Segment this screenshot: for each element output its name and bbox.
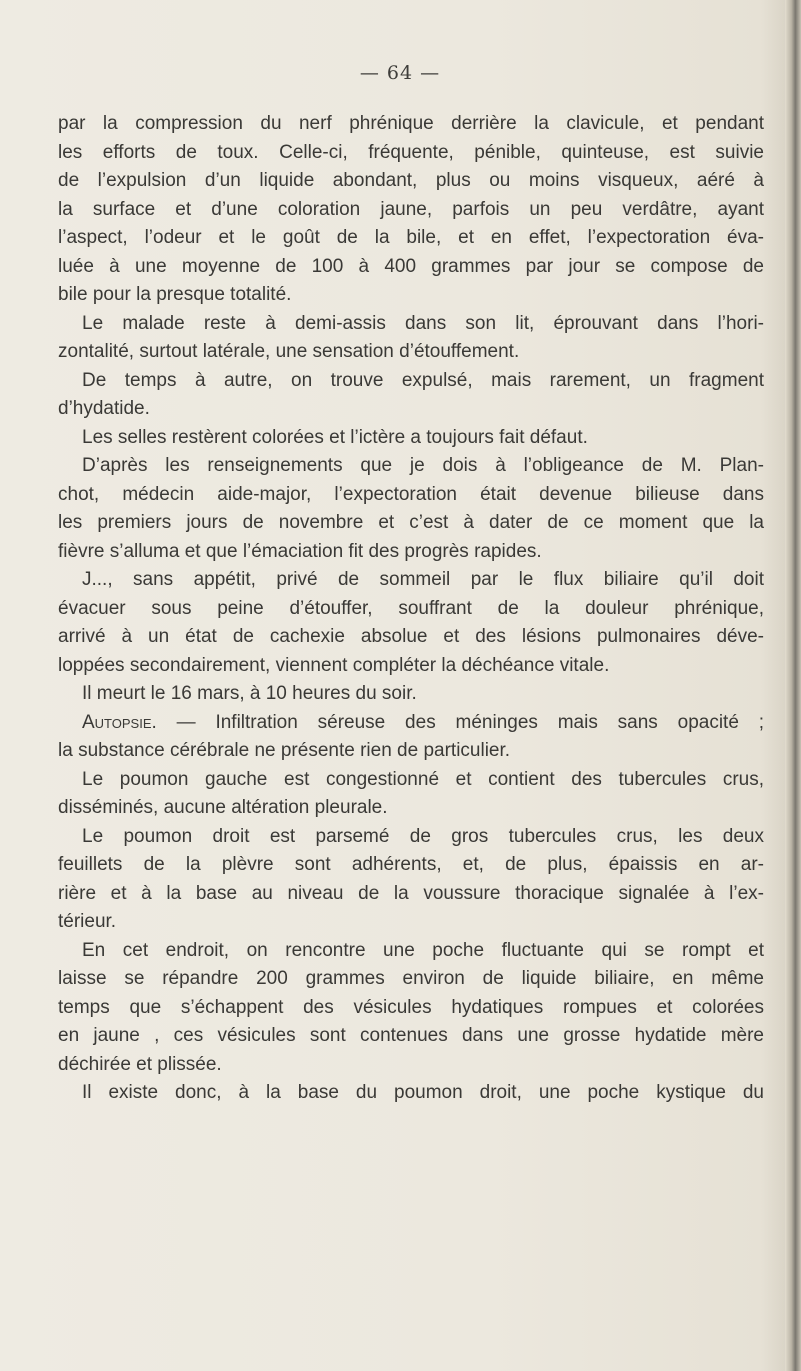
text-line: Il existe donc, à la base du poumon droit, une poche kystique du	[82, 1082, 764, 1103]
text-line: temps que s’échappent des vésicules hydatiques rompues et colorées	[58, 996, 764, 1018]
text-line: Le poumon gauche est congestionné et contient des tubercules crus,	[82, 768, 764, 790]
text-line: arrivé à un état de cachexie absolue et des lésions pulmonaires déve-	[58, 626, 764, 647]
text-line: l’aspect, l’odeur et le goût de la bile, et en effet, l’expectoration éva-	[58, 227, 764, 248]
text-line: évacuer sous peine d’étouffer, souffrant de la douleur phrénique,	[58, 597, 764, 619]
text-line: Le poumon droit est parsemé de gros tubercules crus, les deux	[82, 825, 764, 847]
text-line: D’après les renseignements que je dois à l’obligeance de M. Plan-	[82, 455, 764, 476]
autopsie-line	[58, 709, 764, 738]
text-line: en jaune , ces vésicules sont contenues dans une grosse hydatide mère	[58, 1025, 764, 1046]
text-line: les efforts de toux. Celle-ci, fréquente, pénible, quinteuse, est suivie	[58, 141, 764, 163]
text-line: fièvre s’alluma et que l’émaciation fit des progrès rapides.	[58, 540, 542, 562]
page-edge-shadow	[785, 0, 801, 1371]
text-line: luée à une moyenne de 100 à 400 grammes par jour se compose de	[58, 255, 764, 277]
text-line: les premiers jours de novembre et c’est à dater de ce moment que la	[58, 512, 764, 533]
text-line: laisse se répandre 200 grammes environ de liquide biliaire, en même	[58, 968, 764, 989]
text-line: Le malade reste à demi-assis dans son lit, éprouvant dans l’hori-	[82, 312, 764, 334]
body-text	[58, 110, 764, 1108]
text-line: disséminés, aucune altération pleurale.	[58, 797, 388, 818]
text-line: En cet endroit, on rencontre une poche fluctuante qui se rompt et	[82, 939, 764, 961]
text-line: par la compression du nerf phrénique derrière la clavicule, et pendant	[58, 113, 764, 134]
text-line: zontalité, surtout latérale, une sensation d’étouffement.	[58, 341, 520, 362]
text-line: feuillets de la plèvre sont adhérents, et, de plus, épaissis en ar-	[58, 854, 764, 875]
text-line: la substance cérébrale ne présente rien de particulier.	[58, 740, 511, 761]
autopsie-heading: Autopsie.	[82, 711, 157, 733]
text-line: la surface et d’une coloration jaune, parfois un peu verdâtre, ayant	[58, 198, 764, 220]
text-line: de l’expulsion d’un liquide abondant, plus ou moins visqueux, aéré à	[58, 170, 764, 191]
text-line: chot, médecin aide-major, l’expectoration était devenue bilieuse dans	[58, 483, 764, 505]
autopsie-text: — Infiltration séreuse des méninges mais sans opacité ;	[156, 711, 764, 733]
text-line: bile pour la presque totalité.	[58, 284, 292, 305]
text-line: térieur.	[58, 911, 117, 932]
text-line: déchirée et plissée.	[58, 1053, 222, 1075]
text-line: d’hydatide.	[58, 398, 150, 419]
text-line: Les selles restèrent colorées et l’ictère a toujours fait défaut.	[82, 426, 588, 448]
text-line: Il meurt le 16 mars, à 10 heures du soir.	[82, 683, 417, 704]
text-line: J..., sans appétit, privé de sommeil par le flux biliaire qu’il doit	[82, 569, 764, 590]
text-line: rière et à la base au niveau de la voussure thoracique signalée à l’ex-	[58, 882, 764, 904]
page-number: — 64 —	[359, 62, 441, 84]
text-line: De temps à autre, on trouve expulsé, mais rarement, un fragment	[82, 369, 764, 391]
text-line: loppées secondairement, viennent compléter la déchéance vitale.	[58, 654, 610, 676]
